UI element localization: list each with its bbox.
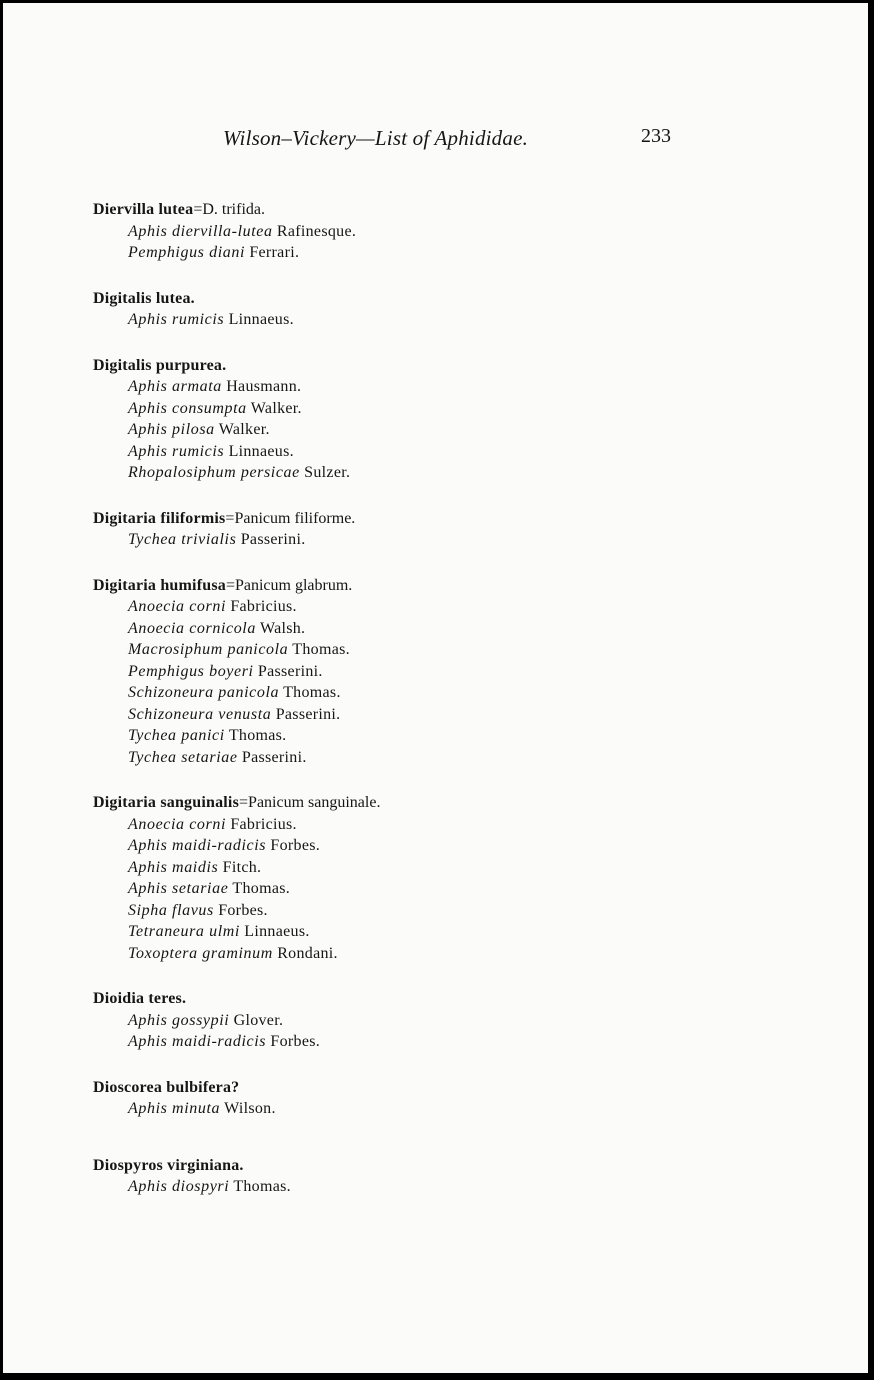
- host-plant-line: [93, 792, 733, 814]
- host-plant-name: Dioidia teres.: [93, 990, 187, 1007]
- aphid-species-line: [93, 221, 733, 243]
- aphid-author: Linnaeus.: [244, 923, 310, 940]
- aphid-species-line: [93, 376, 733, 398]
- aphid-species-name: Aphis maidis: [128, 858, 219, 876]
- aphid-author: Walsh.: [259, 619, 306, 637]
- host-entry: [93, 288, 733, 331]
- host-plant-line: [93, 1077, 733, 1099]
- aphid-author: Sulzer.: [304, 464, 351, 481]
- aphid-species-line: [93, 1031, 733, 1053]
- aphid-species-line: [93, 878, 733, 900]
- host-plant-synonym: =Panicum sanguinale.: [239, 794, 381, 811]
- aphid-species-name: Pemphigus diani: [128, 244, 245, 261]
- aphid-author: Linnaeus.: [228, 442, 294, 460]
- aphid-species-name: Aphis pilosa: [128, 421, 215, 438]
- aphid-species-name: Aphis diospyri: [128, 1178, 230, 1195]
- host-plant-name: Digitaria filiformis: [93, 509, 226, 527]
- aphid-species-name: Pemphigus boyeri: [128, 662, 254, 680]
- aphid-author: Passerini.: [275, 705, 341, 723]
- aphid-species-line: [93, 309, 733, 331]
- host-entry: [93, 792, 733, 964]
- aphid-species-line: [93, 943, 733, 965]
- aphid-species-name: Rhopalosiphum persicae: [128, 464, 300, 481]
- host-plant-name: Diervilla lutea: [93, 201, 194, 218]
- aphid-author: Ferrari.: [249, 244, 300, 261]
- aphid-author: Glover.: [233, 1011, 284, 1029]
- aphid-species-name: Schizoneura panicola: [128, 684, 280, 701]
- aphid-author: Rafinesque.: [276, 222, 357, 240]
- aphid-species-name: Anoecia corni: [128, 598, 226, 615]
- aphid-species-line: [93, 441, 733, 463]
- aphid-species-name: Aphis gossypii: [128, 1011, 230, 1029]
- running-title: Wilson–Vickery—List of Aphididae.: [223, 126, 529, 150]
- host-plant-line: [93, 575, 733, 597]
- aphid-species-name: Aphis armata: [128, 378, 222, 395]
- aphid-author: Walker.: [250, 399, 302, 417]
- aphid-species-name: Anoecia corni: [128, 815, 226, 833]
- aphid-species-line: [93, 398, 733, 420]
- host-plant-line: [93, 288, 733, 310]
- aphid-species-line: [93, 618, 733, 640]
- aphid-author: Thomas.: [292, 641, 350, 658]
- aphid-species-line: [93, 1176, 733, 1198]
- aphid-species-line: [93, 747, 733, 769]
- aphid-species-line: [93, 921, 733, 943]
- aphid-species-name: Anoecia cornicola: [128, 619, 256, 637]
- host-entry: [93, 988, 733, 1053]
- aphid-species-name: Sipha flavus: [128, 901, 214, 919]
- host-plant-line: [93, 508, 733, 530]
- aphid-author: Forbes.: [270, 1033, 321, 1050]
- aphid-species-line: [93, 639, 733, 661]
- aphid-species-name: Aphis consumpta: [128, 399, 247, 417]
- aphid-author: Forbes.: [270, 837, 321, 854]
- aphid-species-name: Aphis setariae: [128, 880, 229, 897]
- aphid-species-line: [93, 419, 733, 441]
- host-entry: [93, 508, 733, 551]
- aphid-species-name: Aphis rumicis: [128, 311, 225, 328]
- host-plant-line: [93, 1155, 733, 1177]
- aphid-author: Thomas.: [228, 727, 287, 744]
- aphid-author: Passerini.: [257, 662, 323, 680]
- aphid-species-line: [93, 661, 733, 683]
- aphid-species-line: [93, 900, 733, 922]
- aphid-author: Linnaeus.: [228, 311, 294, 328]
- aphid-species-line: [93, 835, 733, 857]
- aphid-author: Hausmann.: [226, 378, 302, 395]
- aphid-author: Forbes.: [218, 901, 268, 919]
- aphid-species-name: Aphis maidi-radicis: [128, 1033, 267, 1050]
- host-entry: [93, 1077, 733, 1120]
- aphid-species-line: [93, 1010, 733, 1032]
- aphid-species-name: Tetraneura ulmi: [128, 923, 240, 940]
- host-entry: [93, 355, 733, 484]
- aphid-species-line: [93, 529, 733, 551]
- aphid-species-name: Macrosiphum panicola: [128, 641, 289, 658]
- aphid-species-name: Toxoptera graminum: [128, 944, 273, 962]
- aphid-author: Rondani.: [277, 944, 338, 962]
- aphid-author: Thomas.: [283, 684, 341, 701]
- book-page: [3, 3, 868, 1373]
- aphid-author: Thomas.: [233, 1178, 291, 1195]
- host-plant-name: Digitaria humifusa: [93, 576, 226, 594]
- aphid-species-name: Aphis minuta: [128, 1100, 221, 1117]
- aphid-species-name: Aphis maidi-radicis: [128, 837, 267, 854]
- aphid-species-line: [93, 704, 733, 726]
- host-plant-name: Digitalis purpurea.: [93, 356, 227, 374]
- aphid-author: Passerini.: [241, 748, 307, 766]
- host-plant-synonym: =Panicum glabrum.: [225, 576, 353, 594]
- host-plant-name: Digitaria sanguinalis: [93, 794, 240, 811]
- host-entry: [93, 1155, 733, 1198]
- host-plant-synonym: =Panicum filiforme.: [225, 509, 356, 527]
- page-number: 233: [641, 125, 671, 147]
- host-plant-line: [93, 355, 733, 377]
- aphid-species-line: [93, 596, 733, 618]
- aphid-species-name: Tychea panici: [128, 727, 225, 744]
- host-plant-synonym: =D. trifida.: [193, 201, 265, 218]
- aphid-author: Fitch.: [222, 858, 262, 876]
- aphid-species-line: [93, 462, 733, 484]
- host-plant-name: Diospyros virginiana.: [93, 1156, 244, 1174]
- host-plant-name: Digitalis lutea.: [93, 289, 195, 307]
- host-plant-list: [93, 175, 733, 1198]
- aphid-species-line: [93, 682, 733, 704]
- aphid-species-name: Tychea trivialis: [128, 531, 237, 548]
- aphid-species-name: Aphis rumicis: [128, 442, 225, 460]
- host-plant-name: Dioscorea bulbifera?: [93, 1078, 240, 1096]
- aphid-species-line: [93, 814, 733, 836]
- host-entry: [93, 199, 733, 264]
- aphid-author: Passerini.: [240, 531, 306, 548]
- aphid-species-line: [93, 1098, 733, 1120]
- aphid-species-line: [93, 242, 733, 264]
- aphid-author: Wilson.: [224, 1100, 276, 1117]
- aphid-author: Walker.: [218, 421, 270, 438]
- host-plant-line: [93, 988, 733, 1010]
- aphid-species-name: Schizoneura venusta: [128, 705, 272, 723]
- aphid-species-name: Aphis diervilla-lutea: [128, 222, 273, 240]
- aphid-author: Thomas.: [232, 880, 291, 897]
- aphid-author: Fabricius.: [230, 815, 297, 833]
- aphid-author: Fabricius.: [230, 598, 297, 615]
- aphid-species-line: [93, 725, 733, 747]
- host-plant-line: [93, 199, 733, 221]
- aphid-species-name: Tychea setariae: [128, 748, 238, 766]
- aphid-species-line: [93, 857, 733, 879]
- host-entry: [93, 575, 733, 769]
